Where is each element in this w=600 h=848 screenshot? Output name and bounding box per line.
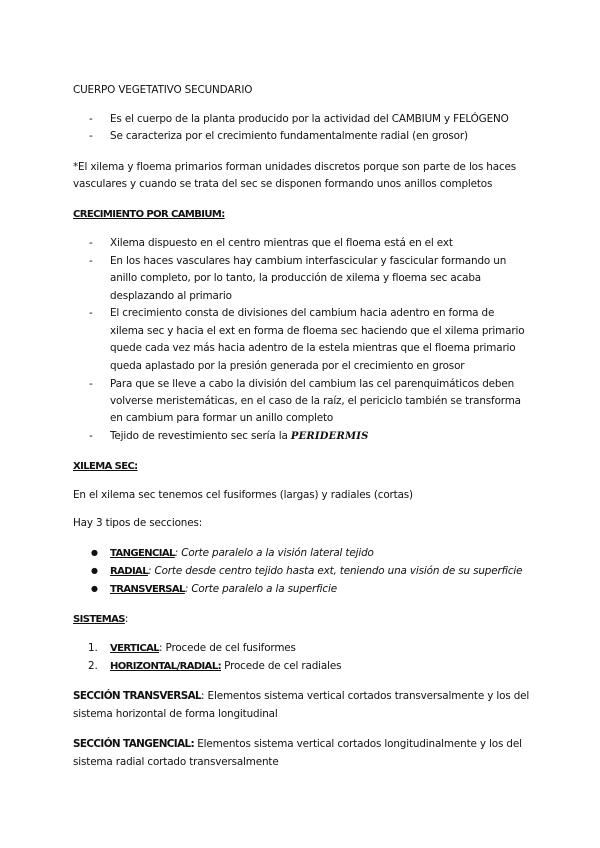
section-term: RADIAL — [110, 566, 148, 577]
section-desc: : Corte desde centro tejido hasta ext, teniendo una visión de su superficie — [147, 565, 523, 577]
section-term: TANGENCIAL — [110, 548, 175, 559]
seccion-tangencial-text: Elementos sistema vertical cortados longitudinalmente y los del — [194, 738, 522, 750]
section-term: TRANSVERSAL — [110, 584, 185, 595]
cambium-item-line: anillo completo, por lo tanto, la producción de xilema y floema sec acaba — [110, 272, 482, 284]
seccion-tangencial-line — [73, 738, 522, 750]
seccion-tangencial-term: SECCIÓN TANGENCIAL: — [73, 738, 195, 750]
seccion-tangencial-line: sistema radial cortado transversalmente — [73, 756, 279, 768]
note-line: *El xilema y floema primarios forman unidades discretos porque son parte de los haces — [73, 161, 517, 173]
note-line: vasculares y cuando se trata del sec se disponen formando unos anillos completos — [73, 178, 493, 190]
intro-item-marker: - — [89, 113, 93, 125]
cambium-item-marker: - — [89, 255, 93, 267]
seccion-transversal-line: sistema horizontal de forma longitudinal — [73, 708, 278, 720]
cambium-item-text: Tejido de revestimiento sec sería la — [110, 430, 291, 442]
cambium-item-line: queda aplastado por la presión generada por el crecimiento en grosor — [110, 360, 465, 372]
section-item — [110, 565, 522, 577]
xilema-heading: XILEMA SEC: — [73, 461, 138, 472]
cambium-item-marker: - — [89, 430, 93, 442]
intro-item-text: Es el cuerpo de la planta producido por la actividad del CAMBIUM y FELÓGENO — [110, 113, 509, 125]
cambium-item-line: El crecimiento consta de divisiones del cambium hacia adentro en forma de — [110, 307, 495, 319]
cambium-item-line: en cambium para formar un anillo completo — [110, 412, 334, 424]
xilema-text: En el xilema sec tenemos cel fusiformes (largas) y radiales (cortas) — [73, 489, 413, 501]
sections-intro: Hay 3 tipos de secciones: — [73, 517, 203, 529]
cambium-item-line: xilema sec y hacia el ext en forma de floema sec haciendo que el xilema primario — [110, 325, 525, 337]
cambium-item-marker: - — [89, 307, 93, 319]
intro-item-text: Se caracteriza por el crecimiento fundamentalmente radial (en grosor) — [110, 130, 468, 142]
document-title: CUERPO VEGETATIVO SECUNDARIO — [73, 84, 253, 96]
sistemas-heading-text: SISTEMAS — [73, 614, 125, 625]
sistemas-term: HORIZONTAL/RADIAL: — [110, 661, 221, 672]
sistemas-heading — [73, 613, 128, 625]
cambium-item-line: volverse meristemáticas, en el caso de la raíz, el periciclo también se transforma — [110, 395, 521, 407]
sistemas-term: VERTICAL — [110, 643, 160, 654]
section-item — [110, 583, 337, 595]
sistemas-desc: Procede de cel radiales — [221, 660, 342, 672]
section-bullet: ● — [91, 548, 98, 557]
sistemas-desc: : Procede de cel fusiformes — [159, 642, 296, 654]
section-desc: : Corte paralelo a la visión lateral tejido — [174, 547, 374, 559]
section-bullet: ● — [91, 584, 98, 593]
intro-item-marker: - — [89, 130, 93, 142]
cambium-item-line: Xilema dispuesto en el centro mientras que el floema está en el ext — [110, 237, 453, 249]
seccion-transversal-term: SECCIÓN TRANSVERSAL — [73, 690, 202, 702]
peridermis-term: PERIDERMIS — [290, 431, 369, 442]
cambium-item-line: En los haces vasculares hay cambium interfascicular y fascicular formando un — [110, 255, 507, 267]
sistemas-item — [110, 642, 296, 654]
cambium-item-line: Para que se lleve a cabo la división del cambium las cel parenquimáticos deben — [110, 378, 515, 390]
cambium-item-line: quede cada vez más hacia adentro de la estela mientras que el floema primario — [110, 342, 516, 354]
section-bullet: ● — [91, 566, 98, 575]
sistemas-number: 1. — [88, 642, 98, 654]
cambium-item-line: desplazando al primario — [110, 290, 232, 302]
cambium-heading: CRECIMIENTO POR CAMBIUM: — [73, 209, 225, 220]
section-item — [110, 547, 374, 559]
cambium-item-marker: - — [89, 237, 93, 249]
seccion-transversal-text: : Elementos sistema vertical cortados transversalmente y los del — [201, 690, 530, 702]
sistemas-heading-suffix: : — [124, 613, 129, 625]
sistemas-item — [110, 660, 341, 672]
section-desc: : Corte paralelo a la superficie — [184, 583, 337, 595]
seccion-transversal-line — [73, 690, 529, 702]
sistemas-number: 2. — [88, 660, 98, 672]
cambium-item-line — [110, 430, 369, 442]
cambium-item-marker: - — [89, 378, 93, 390]
